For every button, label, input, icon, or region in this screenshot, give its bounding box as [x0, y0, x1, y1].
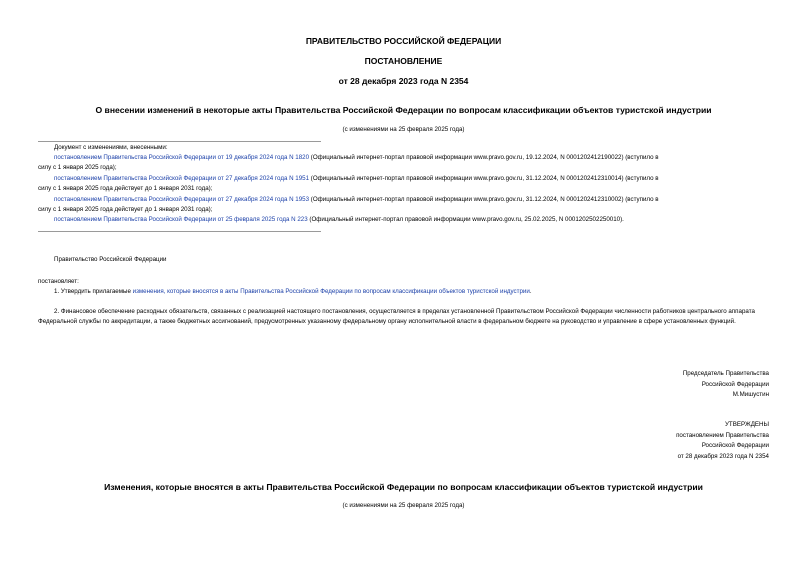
change-item-2-line2: силу с 1 января 2025 года действует до 1 января 2031 года);: [38, 185, 213, 192]
bottom-divider: [38, 231, 321, 232]
approval-block: [676, 420, 769, 462]
change-item-1-line2: силу с 1 января 2025 года);: [38, 164, 117, 171]
date-number-heading: от 28 декабря 2023 года N 2354: [338, 76, 469, 86]
doc-type-heading: ПОСТАНОВЛЕНИЕ: [364, 56, 443, 66]
changes-link[interactable]: изменения, которые вносятся в акты Правительства Российской Федерации по вопросам классификации объектов туристской индустрии: [132, 288, 530, 295]
change-item-3-line2: силу с 1 января 2025 года действует до 1 января 2031 года);: [38, 206, 213, 213]
changes-intro: Документ с изменениями, внесенными:: [54, 144, 168, 151]
approved-by: постановлением Правительства: [676, 431, 769, 439]
paragraph-1: 1. Утвердить прилагаемые изменения, которые вносятся в акты Правительства Российской Федерации по вопросам классификации объектов туристской индустрии.: [54, 288, 532, 295]
top-divider: [38, 141, 321, 142]
decrees-label: постановляет:: [38, 278, 79, 285]
change-link-3[interactable]: постановлением Правительства Российской Федерации от 27 декабря 2024 года N 1953: [54, 196, 310, 203]
document-title: О внесении изменений в некоторые акты Правительства Российской Федерации по вопросам классификации объектов туристской индустрии: [95, 105, 712, 115]
paragraph-2: 2. Финансовое обеспечение расходных обязательств, связанных с реализацией настоящего постановления, осуществляется в пределах установленной Правительством Российской Федерации численности работников центрального аппарата Федеральной службы по аккредитации, а также бюджетных ассигнований, предусмотренных указанному федеральному органу исполнительной власти в федеральном бюджете на руководство и управление в сфере установленных функций.: [38, 308, 755, 325]
change-link-2[interactable]: постановлением Правительства Российской Федерации от 27 декабря 2024 года N 1951: [54, 175, 310, 182]
org-heading: ПРАВИТЕЛЬСТВО РОССИЙСКОЙ ФЕДЕРАЦИИ: [305, 36, 502, 46]
annex-edition-note: (с изменениями на 25 февраля 2025 года): [342, 502, 465, 509]
annex-title: Изменения, которые вносятся в акты Правительства Российской Федерации по вопросам классификации объектов туристской индустрии: [104, 482, 703, 492]
approved-label: УТВЕРЖДЕНЫ: [725, 421, 769, 428]
change-item-4-line1: постановлением Правительства Российской Федерации от 25 февраля 2025 года N 223 (Официальный интернет-портал правовой информации www.pravo.gov.ru, 25.02.2025, N 0001202502250010).: [54, 216, 624, 223]
approved-org: Российской Федерации: [701, 442, 769, 449]
signature-block: [683, 369, 769, 401]
change-link-1[interactable]: постановлением Правительства Российской Федерации от 19 декабря 2024 года N 1820: [54, 154, 310, 161]
approved-date: от 28 декабря 2023 года N 2354: [677, 452, 769, 460]
change-item-1-line1: постановлением Правительства Российской Федерации от 19 декабря 2024 года N 1820 (Официальный интернет-портал правовой информации www.pravo.gov.ru, 19.12.2024, N 0001202412190022) (вступило в: [54, 154, 659, 161]
change-item-2-line1: постановлением Правительства Российской Федерации от 27 декабря 2024 года N 1951 (Официальный интернет-портал правовой информации www.pravo.gov.ru, 31.12.2024, N 0001202412310014) (вступило в: [54, 175, 659, 182]
government-label: Правительство Российской Федерации: [54, 256, 167, 263]
change-item-3-line1: постановлением Правительства Российской Федерации от 27 декабря 2024 года N 1953 (Официальный интернет-портал правовой информации www.pravo.gov.ru, 31.12.2024, N 0001202412310002) (вступило в: [54, 196, 659, 203]
change-link-4[interactable]: постановлением Правительства Российской Федерации от 25 февраля 2025 года N 223: [54, 216, 308, 223]
signature-title: Председатель Правительства: [682, 370, 769, 377]
edition-note: (с изменениями на 25 февраля 2025 года): [342, 126, 465, 133]
signature-org: Российской Федерации: [701, 380, 769, 388]
signature-name: М.Мишустин: [732, 391, 769, 398]
